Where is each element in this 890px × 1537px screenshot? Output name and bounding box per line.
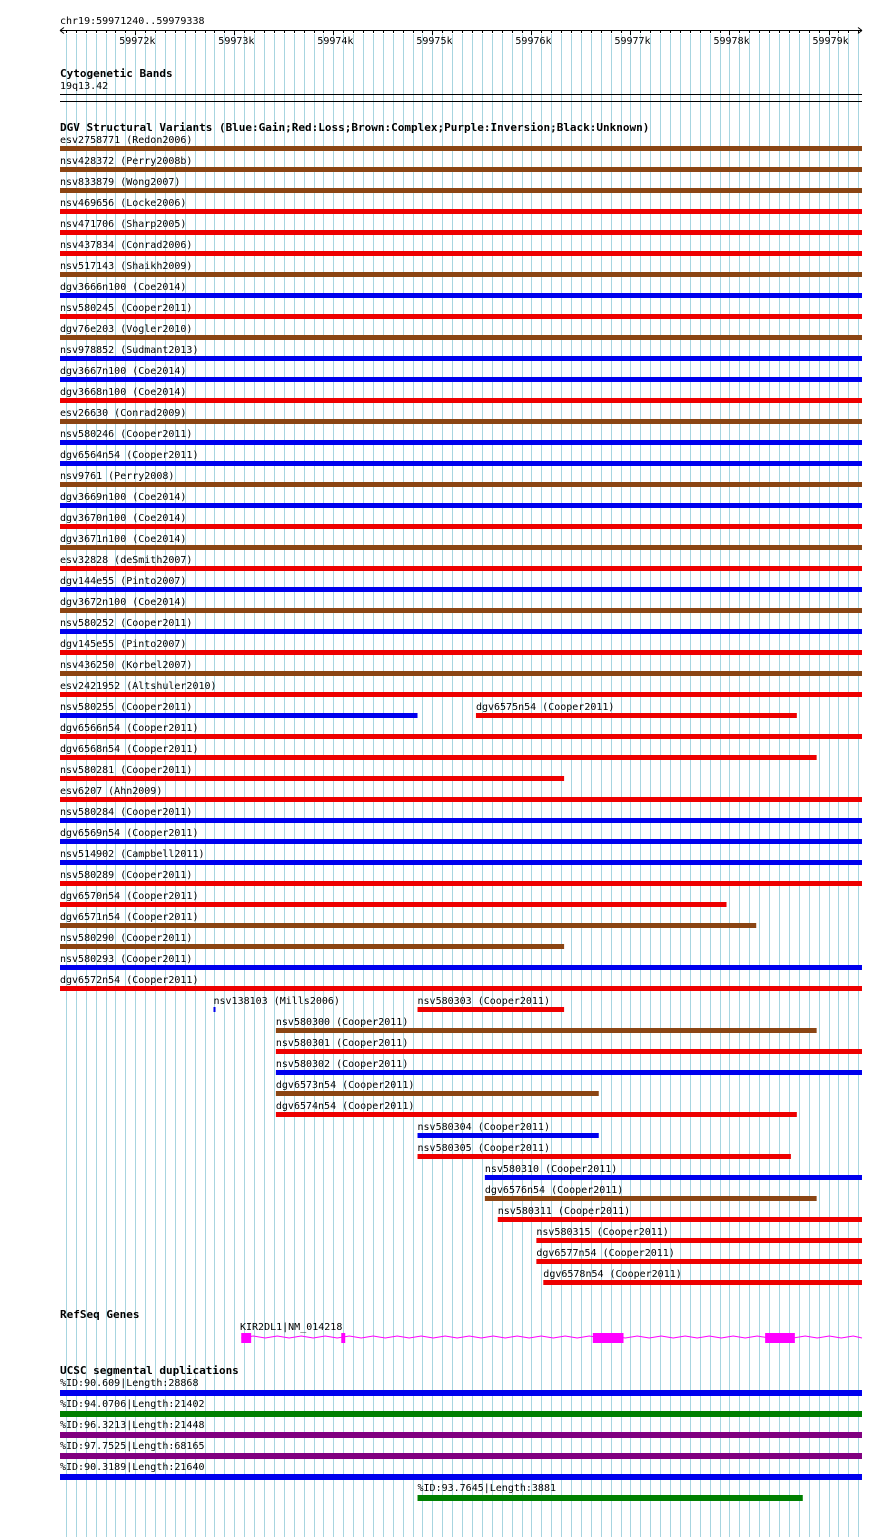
dgv-variant-label[interactable]: dgv6569n54 (Cooper2011): [60, 828, 199, 839]
dgv-variant-bar[interactable]: [60, 881, 862, 886]
segdup-bar[interactable]: [60, 1474, 862, 1480]
dgv-variant-label[interactable]: dgv6577n54 (Cooper2011): [536, 1248, 675, 1259]
dgv-variant-bar[interactable]: [543, 1280, 862, 1285]
dgv-variant-label[interactable]: nsv436250 (Korbel2007): [60, 660, 193, 671]
dgv-variant-label[interactable]: nsv138103 (Mills2006): [213, 996, 340, 1007]
dgv-variant-label[interactable]: nsv580301 (Cooper2011): [275, 1038, 409, 1049]
dgv-variant-bar[interactable]: [60, 965, 862, 970]
dgv-variant-bar[interactable]: [60, 587, 862, 592]
dgv-variant-bar[interactable]: [60, 230, 862, 235]
dgv-variant-label[interactable]: nsv580300 (Cooper2011): [275, 1017, 409, 1028]
dgv-variant-label[interactable]: dgv145e55 (Pinto2007): [60, 639, 187, 650]
dgv-variant-bar[interactable]: [60, 272, 862, 277]
dgv-variant-bar[interactable]: [60, 839, 862, 844]
dgv-variant-bar[interactable]: [276, 1070, 862, 1075]
dgv-variant-bar[interactable]: [60, 524, 862, 529]
cytoband-track-title: Cytogenetic Bands: [60, 67, 173, 80]
dgv-features: [60, 135, 862, 1285]
ruler-tick-label: 59976k: [515, 36, 552, 47]
dgv-variant-label[interactable]: nsv471706 (Sharp2005): [60, 219, 187, 230]
dgv-variant-label[interactable]: nsv580281 (Cooper2011): [60, 765, 193, 776]
segdup-label[interactable]: %ID:90.609|Length:28868: [60, 1378, 199, 1389]
dgv-variant-bar[interactable]: [476, 713, 797, 718]
dgv-variant-label[interactable]: dgv6578n54 (Cooper2011): [543, 1269, 682, 1280]
ruler-tick-label: 59978k: [713, 36, 750, 47]
dgv-variant-bar[interactable]: [60, 944, 564, 949]
dgv-variant-bar[interactable]: [60, 629, 862, 634]
dgv-variant-bar[interactable]: [60, 503, 862, 508]
segdup-bar[interactable]: [60, 1411, 862, 1417]
dgv-variant-label[interactable]: nsv833879 (Wong2007): [60, 177, 181, 188]
dgv-track-title: DGV Structural Variants (Blue:Gain;Red:Loss;Brown:Complex;Purple:Inversion;Black:Unknown): [60, 121, 650, 134]
dgv-variant-bar[interactable]: [60, 986, 862, 991]
dgv-variant-label[interactable]: esv26630 (Conrad2009): [60, 408, 187, 419]
dgv-variant-bar[interactable]: [60, 902, 727, 907]
dgv-structural-variants-track: [60, 121, 862, 1285]
dgv-variant-label[interactable]: dgv3672n100 (Coe2014): [60, 597, 187, 608]
dgv-variant-bar[interactable]: [60, 356, 862, 361]
dgv-variant-label[interactable]: nsv514902 (Campbell2011): [60, 849, 205, 860]
dgv-variant-bar[interactable]: [498, 1217, 862, 1222]
dgv-variant-label[interactable]: dgv6568n54 (Cooper2011): [60, 744, 199, 755]
dgv-variant-bar[interactable]: [60, 461, 862, 466]
dgv-variant-bar[interactable]: [60, 734, 862, 739]
dgv-variant-bar[interactable]: [60, 293, 862, 298]
dgv-variant-label[interactable]: nsv437834 (Conrad2006): [60, 240, 193, 251]
dgv-variant-bar[interactable]: [60, 713, 418, 718]
dgv-variant-bar[interactable]: [60, 650, 862, 655]
dgv-variant-label[interactable]: esv2758771 (Redon2006): [60, 135, 193, 146]
dgv-variant-bar[interactable]: [60, 167, 862, 172]
ruler-tick-label: 59977k: [614, 36, 651, 47]
ruler-tick-label: 59979k: [812, 36, 849, 47]
dgv-variant-label[interactable]: nsv580311 (Cooper2011): [497, 1206, 631, 1217]
refseq-genes-track: [60, 1308, 862, 1343]
dgv-variant-bar[interactable]: [276, 1049, 862, 1054]
dgv-variant-label[interactable]: nsv428372 (Perry2008b): [60, 156, 193, 167]
cytoband-label: 19q13.42: [60, 81, 109, 92]
dgv-variant-label[interactable]: dgv3671n100 (Coe2014): [60, 534, 187, 545]
refseq-exon[interactable]: [241, 1333, 251, 1343]
segdup-label[interactable]: %ID:97.7525|Length:68165: [60, 1441, 205, 1452]
dgv-variant-label[interactable]: nsv580284 (Cooper2011): [60, 807, 193, 818]
dgv-variant-label[interactable]: nsv580303 (Cooper2011): [417, 996, 550, 1007]
dgv-variant-bar[interactable]: [485, 1175, 862, 1180]
dgv-variant-label[interactable]: nsv9761 (Perry2008): [60, 471, 175, 482]
dgv-variant-bar[interactable]: [536, 1259, 862, 1264]
dgv-variant-bar[interactable]: [60, 482, 862, 487]
dgv-variant-label[interactable]: nsv469656 (Locke2006): [60, 198, 187, 209]
dgv-variant-bar[interactable]: [60, 188, 862, 193]
ruler-tick-label: 59973k: [218, 36, 255, 47]
dgv-variant-bar[interactable]: [60, 146, 862, 151]
dgv-variant-label[interactable]: dgv6573n54 (Cooper2011): [275, 1080, 415, 1091]
dgv-variant-bar[interactable]: [276, 1091, 599, 1096]
dgv-variant-bar[interactable]: [60, 671, 862, 676]
dgv-variant-label[interactable]: nsv580304 (Cooper2011): [417, 1122, 550, 1133]
dgv-variant-bar[interactable]: [536, 1238, 862, 1243]
dgv-variant-label[interactable]: dgv6570n54 (Cooper2011): [60, 891, 199, 902]
dgv-variant-bar[interactable]: [60, 314, 862, 319]
dgv-variant-label[interactable]: dgv6575n54 (Cooper2011): [475, 702, 615, 713]
dgv-variant-bar[interactable]: [60, 860, 862, 865]
dgv-variant-label[interactable]: nsv978852 (Sudmant2013): [60, 345, 199, 356]
dgv-variant-label[interactable]: esv6207 (Ahn2009): [60, 786, 163, 797]
dgv-variant-bar[interactable]: [418, 1154, 791, 1159]
segdup-label[interactable]: %ID:93.7645|Length:3881: [417, 1483, 557, 1494]
dgv-variant-label[interactable]: nsv580305 (Cooper2011): [417, 1143, 550, 1154]
dgv-variant-bar[interactable]: [60, 377, 862, 382]
ruler-position-label: chr19:59971240..59979338: [60, 16, 205, 27]
dgv-variant-label[interactable]: dgv6564n54 (Cooper2011): [60, 450, 199, 461]
dgv-variant-bar[interactable]: [60, 419, 862, 424]
dgv-variant-label[interactable]: dgv6574n54 (Cooper2011): [275, 1101, 415, 1112]
dgv-variant-label[interactable]: dgv3669n100 (Coe2014): [60, 492, 187, 503]
segmental-duplications-track: [60, 1364, 862, 1501]
dgv-variant-bar[interactable]: [60, 818, 862, 823]
dgv-variant-label[interactable]: nsv580290 (Cooper2011): [60, 933, 193, 944]
dgv-variant-bar[interactable]: [60, 692, 862, 697]
dgv-variant-label[interactable]: esv2421952 (Altshuler2010): [60, 681, 217, 692]
segdup-track-title: UCSC segmental duplications: [60, 1364, 239, 1377]
dgv-variant-bar[interactable]: [60, 251, 862, 256]
dgv-variant-label[interactable]: dgv6572n54 (Cooper2011): [60, 975, 199, 986]
dgv-variant-label[interactable]: nsv580245 (Cooper2011): [60, 303, 193, 314]
dgv-variant-label[interactable]: nsv580293 (Cooper2011): [60, 954, 193, 965]
dgv-variant-label[interactable]: dgv76e203 (Vogler2010): [60, 324, 193, 335]
segdup-bar[interactable]: [60, 1432, 862, 1438]
refseq-track-title: RefSeq Genes: [60, 1308, 140, 1321]
segdup-label[interactable]: %ID:94.0706|Length:21402: [60, 1399, 205, 1410]
dgv-variant-label[interactable]: nsv580310 (Cooper2011): [484, 1164, 618, 1175]
dgv-variant-bar[interactable]: [60, 209, 862, 214]
refseq-exon[interactable]: [593, 1333, 624, 1343]
dgv-variant-bar[interactable]: [418, 1007, 565, 1012]
dgv-variant-label[interactable]: dgv6566n54 (Cooper2011): [60, 723, 199, 734]
dgv-variant-bar[interactable]: [276, 1028, 817, 1033]
dgv-variant-bar[interactable]: [60, 545, 862, 550]
segdup-label[interactable]: %ID:90.3189|Length:21640: [60, 1462, 205, 1473]
segdup-features: [60, 1378, 862, 1501]
dgv-variant-label[interactable]: dgv3668n100 (Coe2014): [60, 387, 187, 398]
dgv-variant-bar[interactable]: [60, 923, 756, 928]
dgv-variant-bar[interactable]: [60, 398, 862, 403]
refseq-exon[interactable]: [765, 1333, 795, 1343]
ruler-ticks: [60, 28, 862, 48]
dgv-variant-label[interactable]: esv32828 (deSmith2007): [60, 555, 193, 566]
segdup-bar[interactable]: [418, 1495, 803, 1501]
dgv-variant-bar[interactable]: [418, 1133, 599, 1138]
dgv-variant-label[interactable]: dgv3670n100 (Coe2014): [60, 513, 187, 524]
dgv-variant-label[interactable]: nsv580289 (Cooper2011): [60, 870, 193, 881]
segdup-label[interactable]: %ID:96.3213|Length:21448: [60, 1420, 205, 1431]
dgv-variant-label[interactable]: dgv3667n100 (Coe2014): [60, 366, 187, 377]
dgv-variant-label[interactable]: nsv580255 (Cooper2011): [60, 702, 193, 713]
ruler-tick-label: 59972k: [119, 36, 156, 47]
ruler-track: [60, 16, 862, 47]
cytogenetic-bands-track: [60, 67, 862, 102]
background-grid: [67, 34, 859, 1537]
ruler-tick-label: 59974k: [317, 36, 354, 47]
dgv-variant-label[interactable]: dgv144e55 (Pinto2007): [60, 576, 187, 587]
ruler-tick-label: 59975k: [416, 36, 453, 47]
dgv-variant-bar[interactable]: [60, 776, 564, 781]
dgv-variant-label[interactable]: dgv6576n54 (Cooper2011): [484, 1185, 624, 1196]
dgv-variant-bar[interactable]: [485, 1196, 817, 1201]
dgv-variant-label[interactable]: nsv580246 (Cooper2011): [60, 429, 193, 440]
dgv-variant-label[interactable]: dgv3666n100 (Coe2014): [60, 282, 187, 293]
dgv-variant-bar[interactable]: [60, 608, 862, 613]
dgv-variant-label[interactable]: nsv517143 (Shaikh2009): [60, 261, 193, 272]
refseq-exon[interactable]: [341, 1333, 345, 1343]
dgv-variant-label[interactable]: nsv580252 (Cooper2011): [60, 618, 193, 629]
dgv-variant-bar[interactable]: [60, 566, 862, 571]
segdup-bar[interactable]: [60, 1390, 862, 1396]
dgv-variant-bar[interactable]: [60, 440, 862, 445]
refseq-gene-label[interactable]: KIR2DL1|NM_014218: [240, 1322, 343, 1333]
dgv-variant-label[interactable]: nsv580302 (Cooper2011): [275, 1059, 409, 1070]
dgv-variant-label[interactable]: nsv580315 (Cooper2011): [536, 1227, 669, 1238]
dgv-variant-bar[interactable]: [214, 1007, 216, 1012]
segdup-bar[interactable]: [60, 1453, 862, 1459]
dgv-variant-label[interactable]: dgv6571n54 (Cooper2011): [60, 912, 199, 923]
dgv-variant-bar[interactable]: [60, 755, 817, 760]
dgv-variant-bar[interactable]: [60, 797, 862, 802]
dgv-variant-bar[interactable]: [276, 1112, 797, 1117]
dgv-variant-bar[interactable]: [60, 335, 862, 340]
